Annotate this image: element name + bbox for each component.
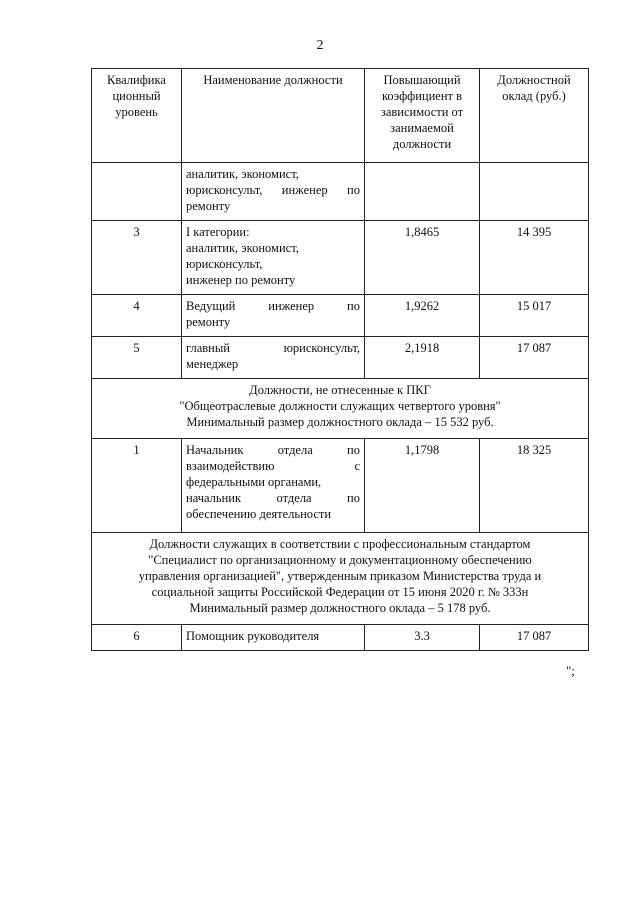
table-row [92,439,589,533]
cell-coefficient: 2,1918 [365,337,480,379]
table-row [92,295,589,337]
header-coefficient: Повышающий коэффициент в зависимости от занимаемой должности [365,69,480,163]
cell-position: аналитик, экономист, юрисконсульт, инженер по ремонту [182,163,365,221]
table-row [92,221,589,295]
cell-salary: 14 395 [480,221,589,295]
header-position-name: Наименование должности [182,69,365,163]
header-salary: Должностной оклад (руб.) [480,69,589,163]
cell-coefficient: 1,1798 [365,439,480,533]
cell-level: 6 [92,625,182,651]
cell-level: 3 [92,221,182,295]
section-header-row [92,533,589,625]
section-title-prof-standard: Должности служащих в соответствии с профессиональным стандартом "Специалист по организационному и документационному обеспечению управления организацией", утвержденным приказом Министерства труда и социальной защиты Российской Федерации от 15 июня 2020 г. № 333н Минимальный размер должностного оклада – 5 178 руб. [92,533,589,625]
section-header-row [92,379,589,439]
cell-position: Начальник отдела по взаимодействию с федеральными органами, начальник отдела по обеспечению деятельности [182,439,365,533]
cell-salary: 18 325 [480,439,589,533]
cell-salary [480,163,589,221]
cell-position: I категории: аналитик, экономист, юрисконсульт, инженер по ремонту [182,221,365,295]
cell-salary: 17 087 [480,337,589,379]
section-title-pkg: Должности, не отнесенные к ПКГ "Общеотраслевые должности служащих четвертого уровня" Минимальный размер должностного оклада – 15 532 руб. [92,379,589,439]
cell-coefficient [365,163,480,221]
cell-position: Ведущий инженер по ремонту [182,295,365,337]
salary-table [91,68,589,651]
cell-coefficient: 1,8465 [365,221,480,295]
cell-level [92,163,182,221]
table-row [92,337,589,379]
table-header-row [92,69,589,163]
cell-level: 4 [92,295,182,337]
page-number: 2 [316,38,324,53]
cell-salary: 17 087 [480,625,589,651]
cell-coefficient: 3.3 [365,625,480,651]
cell-salary: 15 017 [480,295,589,337]
cell-level: 5 [92,337,182,379]
cell-position: главный юрисконсульт, менеджер [182,337,365,379]
closing-quote-mark: "; [566,663,575,678]
cell-coefficient: 1,9262 [365,295,480,337]
table-row [92,625,589,651]
header-qualification-level: Квалифика ционный уровень [92,69,182,163]
cell-position: Помощник руководителя [182,625,365,651]
table-row [92,163,589,221]
cell-level: 1 [92,439,182,533]
